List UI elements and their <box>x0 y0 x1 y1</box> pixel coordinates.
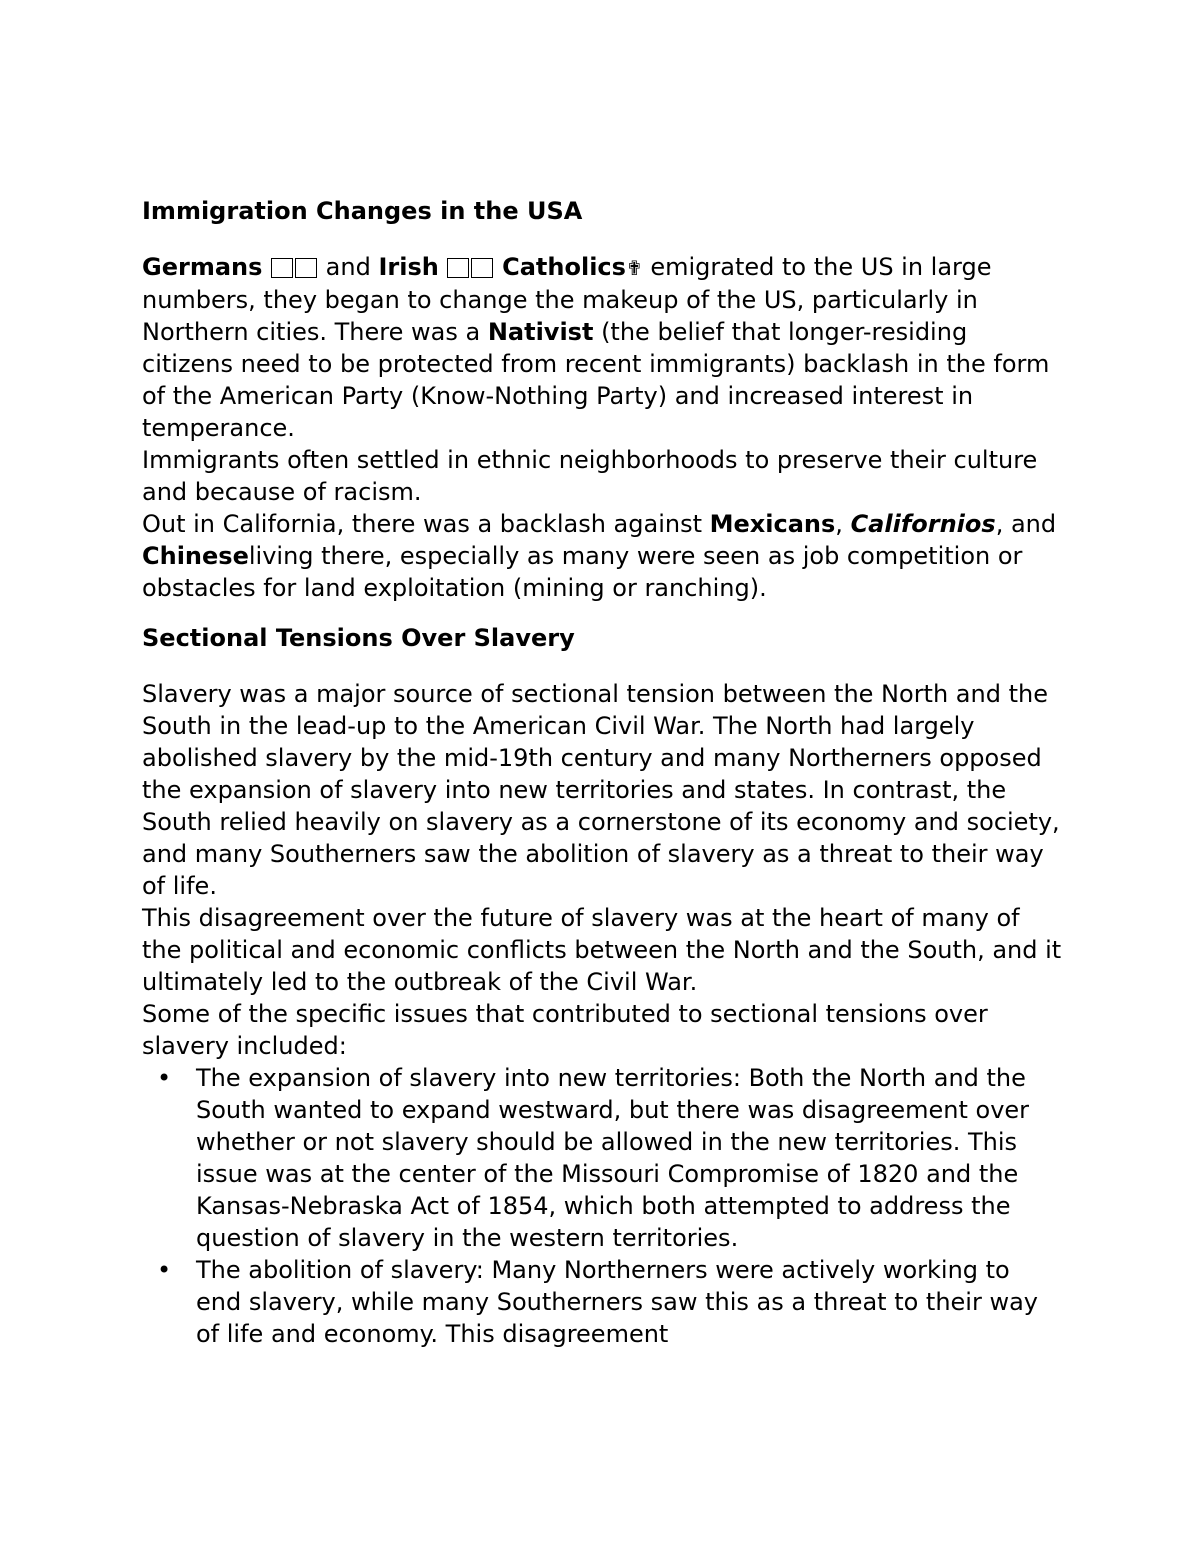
irish-flag-icon <box>446 251 494 283</box>
term-californios: Californios <box>850 510 996 538</box>
document-page <box>142 195 1062 1350</box>
comma: , <box>835 510 851 538</box>
paragraph-immigration-1-text: emigrated to the US in large numbers, they began to change the makeup of the US, particularly in Northern cities. There was a <box>142 253 992 346</box>
paragraph-immigration-2: Immigrants often settled in ethnic neighborhoods to preserve their culture and because of racism. <box>142 446 1038 506</box>
paragraph-immigration-3-text: Out in California, there was a backlash against <box>142 510 710 538</box>
paragraph-immigration-1-text-2: (the belief that longer-residing citizens need to be protected from recent immigrants) backlash in the form of the American Party (Know-Nothing Party) and increased interest in temperance. <box>142 318 1050 442</box>
paragraph-immigration-3 <box>142 508 1062 604</box>
german-flag-icon <box>270 251 318 283</box>
word-and-2: , and <box>995 510 1057 538</box>
list-item <box>142 1254 1062 1350</box>
list-item-text: The abolition of slavery: Many Northerners were actively working to end slavery, while many Southerners saw this as a threat to their way of life and economy. This disagreement <box>196 1256 1039 1348</box>
paragraph-immigration-3-rest: living there, especially as many were seen as job competition or obstacles for land exploitation (mining or ranching). <box>142 542 1023 602</box>
word-and: and <box>325 253 371 281</box>
section-title-slavery: Sectional Tensions Over Slavery <box>142 624 575 652</box>
cross-icon: ✟ <box>625 256 643 280</box>
paragraph-slavery-3: Some of the specific issues that contributed to sectional tensions over slavery included: <box>142 1000 988 1060</box>
term-mexicans: Mexicans <box>709 510 836 538</box>
bullet-icon: • <box>157 1064 172 1092</box>
list-item <box>142 1062 1062 1254</box>
paragraph-slavery-1: Slavery was a major source of sectional tension between the North and the South in the lead-up to the American Civil War. The North had largely abolished slavery by the mid-19th century and many Northerners opposed the expansion of slavery into new territories and states. In contrast, the South relied heavily on slavery as a cornerstone of its economy and society, and many Southerners saw the abolition of slavery as a threat to their way of life. <box>142 680 1060 900</box>
term-chinese: Chinese <box>142 542 249 570</box>
paragraph-immigration-1 <box>142 251 1062 444</box>
bullet-icon: • <box>157 1256 172 1284</box>
list-item-text: The expansion of slavery into new territories: Both the North and the South wanted to expand westward, but there was disagreement over whether or not slavery should be allowed in the new territories. This issue was at the center of the Missouri Compromise of 1820 and the Kansas-Nebraska Act of 1854, which both attempted to address the question of slavery in the western territories. <box>196 1064 1030 1252</box>
term-nativist: Nativist <box>487 318 594 346</box>
term-irish: Irish <box>378 253 439 281</box>
section-title-immigration: Immigration Changes in the USA <box>142 197 583 225</box>
term-germans: Germans <box>142 253 263 281</box>
bullet-list <box>142 1062 1062 1350</box>
paragraph-slavery-2: This disagreement over the future of slavery was at the heart of many of the political and economic conflicts between the North and the South, and it ultimately led to the outbreak of the Civil War. <box>142 904 1062 996</box>
term-catholics: Catholics <box>502 253 626 281</box>
